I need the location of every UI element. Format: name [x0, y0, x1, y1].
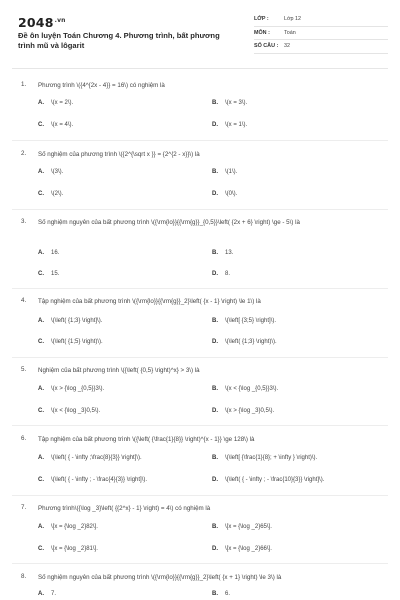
- option-d[interactable]: [212, 339, 277, 345]
- option-text: \(\left( { - \infty ;\frac{8}{3}} \right]\).: [51, 455, 142, 461]
- option-letter: D.: [212, 477, 218, 483]
- option-c[interactable]: [38, 546, 98, 552]
- question-divider: [12, 425, 388, 426]
- option-letter: A.: [38, 524, 44, 530]
- option-a[interactable]: [38, 455, 142, 461]
- option-letter: A.: [38, 455, 44, 461]
- option-letter: A.: [38, 386, 44, 392]
- option-text: \(x = 1\).: [225, 122, 248, 128]
- option-c[interactable]: [38, 191, 63, 197]
- option-b[interactable]: [212, 591, 230, 597]
- option-text: 16.: [51, 250, 60, 256]
- option-b[interactable]: [212, 455, 317, 461]
- question-text: Tập nghiệm của bất phương trình \({\left( {\frac{1}{8}} \right)^{x - 1}} \ge 128\) là: [38, 436, 255, 443]
- option-letter: C.: [38, 339, 44, 345]
- option-d[interactable]: [212, 191, 237, 197]
- option-text: \(0\).: [225, 191, 238, 197]
- option-c[interactable]: [38, 122, 73, 128]
- option-text: \(x < {\log _{0,5}}3\).: [225, 386, 279, 392]
- option-letter: D.: [212, 271, 218, 277]
- option-letter: D.: [212, 339, 218, 345]
- option-letter: C.: [38, 122, 44, 128]
- option-letter: D.: [212, 122, 218, 128]
- option-a[interactable]: [38, 386, 104, 392]
- option-d[interactable]: [212, 546, 272, 552]
- option-text: \(x = 3\).: [225, 100, 248, 106]
- option-d[interactable]: [212, 408, 274, 414]
- question-number: 5.: [21, 366, 27, 373]
- question-divider: [12, 288, 388, 289]
- option-letter: B.: [212, 455, 218, 461]
- question-divider: [12, 495, 388, 496]
- option-c[interactable]: [38, 477, 147, 483]
- option-b[interactable]: [212, 318, 276, 324]
- option-text: \[x = {\log _2}66\].: [225, 546, 272, 552]
- question-text: Số nghiệm nguyên của bất phương trình \({\rm{lo}}{{\rm{g}}_{0,5}}\left( {2x + 6} \right) \ge - 5\) là: [38, 219, 300, 226]
- option-text: \(x = 2\).: [51, 100, 74, 106]
- option-letter: B.: [212, 524, 218, 530]
- option-text: 13.: [225, 250, 234, 256]
- question-text: Phương trình\({\log _3}\left( {{2^x} - 1} \right) = 4\) có nghiệm là: [38, 505, 211, 512]
- option-letter: B.: [212, 591, 218, 597]
- option-text: \(\left[ {3;5} \right]\).: [225, 318, 277, 324]
- option-text: 8.: [225, 271, 231, 277]
- option-a[interactable]: [38, 169, 63, 175]
- logo-tld: .vn: [54, 16, 66, 24]
- question-number: 1.: [21, 81, 27, 88]
- option-letter: B.: [212, 250, 218, 256]
- meta-label: LỚP :: [254, 16, 269, 22]
- option-letter: C.: [38, 271, 44, 277]
- question-number: 6.: [21, 435, 27, 442]
- option-text: \(x = 4\).: [51, 122, 74, 128]
- option-letter: C.: [38, 477, 44, 483]
- option-text: \(\left[ {\frac{1}{8}; + \infty } \right)\).: [225, 455, 318, 461]
- option-letter: C.: [38, 191, 44, 197]
- option-a[interactable]: [38, 591, 56, 597]
- option-text: 15.: [51, 271, 60, 277]
- question-number: 2.: [21, 150, 27, 157]
- question-number: 8.: [21, 573, 27, 580]
- option-c[interactable]: [38, 408, 100, 414]
- option-text: \(2\).: [51, 191, 64, 197]
- option-letter: D.: [212, 191, 218, 197]
- option-c[interactable]: [38, 271, 59, 277]
- option-letter: A.: [38, 591, 44, 597]
- meta-value: Lớp 12: [284, 16, 302, 22]
- option-letter: A.: [38, 250, 44, 256]
- logo-text: 2048: [18, 15, 54, 30]
- option-text: 7.: [51, 591, 57, 597]
- question-number: 3.: [21, 218, 27, 225]
- question-text: Nghiệm của bất phương trình \({\left( {0,5} \right)^x} > 3\) là: [38, 367, 200, 374]
- option-text: 6.: [225, 591, 231, 597]
- option-letter: A.: [38, 169, 44, 175]
- option-c[interactable]: [38, 339, 103, 345]
- question-divider: [12, 357, 388, 358]
- option-letter: C.: [38, 546, 44, 552]
- option-d[interactable]: [212, 271, 230, 277]
- option-letter: D.: [212, 546, 218, 552]
- option-text: \(3\).: [51, 169, 64, 175]
- option-text: \(\left( { - \infty ; - \frac{4}{3}} \right]\).: [51, 477, 148, 483]
- question-text: Số nghiệm của phương trình \({2^{\sqrt x }} = {2^{2 - x}}\) là: [38, 151, 200, 158]
- option-a[interactable]: [38, 100, 73, 106]
- option-letter: B.: [212, 386, 218, 392]
- option-b[interactable]: [212, 386, 278, 392]
- option-letter: B.: [212, 100, 218, 106]
- option-text: \(\left( {1;3} \right]\).: [51, 318, 103, 324]
- option-letter: A.: [38, 100, 44, 106]
- option-letter: D.: [212, 408, 218, 414]
- option-text: \(\left( { - \infty ; - \frac{10}{3}} \right]\).: [225, 477, 325, 483]
- document-title: Đề ôn luyện Toán Chương 4. Phương trình, bất phương trình mũ và lôgarit: [18, 31, 220, 50]
- option-a[interactable]: [38, 318, 102, 324]
- option-b[interactable]: [212, 100, 247, 106]
- question-number: 7.: [21, 504, 27, 511]
- question-divider: [12, 140, 388, 141]
- option-text: \(x < {\log _3}0,5\).: [51, 408, 101, 414]
- question-number: 4.: [21, 297, 27, 304]
- option-letter: B.: [212, 318, 218, 324]
- question-text: Tập nghiệm của bất phương trình \({\rm{lo}}{{\rm{g}}_2}\left( {x - 1} \right) \le 1\) là: [38, 298, 261, 305]
- option-text: \[x = {\log _2}65\].: [225, 524, 272, 530]
- option-b[interactable]: [212, 524, 272, 530]
- option-text: \(\left( {1;5} \right)\).: [51, 339, 103, 345]
- question-divider: [12, 209, 388, 210]
- option-letter: C.: [38, 408, 44, 414]
- option-text: \(\left( {1;3} \right)\).: [225, 339, 277, 345]
- option-b[interactable]: [212, 169, 237, 175]
- option-d[interactable]: [212, 477, 324, 483]
- option-b[interactable]: [212, 250, 233, 256]
- option-text: \[x = {\log _2}81\].: [51, 546, 98, 552]
- option-text: \(1\).: [225, 169, 238, 175]
- option-text: \(x > {\log _{0,5}}3\).: [51, 386, 105, 392]
- option-a[interactable]: [38, 524, 98, 530]
- meta-label: SỐ CÂU :: [254, 43, 279, 49]
- option-letter: A.: [38, 318, 44, 324]
- meta-label: MÔN :: [254, 29, 270, 36]
- question-divider: [12, 563, 388, 564]
- option-text: \(x > {\log _3}0,5\).: [225, 408, 275, 414]
- question-text: Số nghiệm nguyên của bất phương trình \({\rm{lo}}{{\rm{g}}_2}\left( {x + 1} \right) \le 3\) là: [38, 574, 282, 581]
- question-text: Phương trình \({4^{2x - 4}} = 16\) có nghiệm là: [38, 82, 165, 89]
- meta-value: 32: [284, 43, 290, 49]
- option-d[interactable]: [212, 122, 247, 128]
- option-text: \[x = {\log _2}82\].: [51, 524, 98, 530]
- option-letter: B.: [212, 169, 218, 175]
- option-a[interactable]: [38, 250, 59, 256]
- meta-value: Toán: [284, 29, 296, 36]
